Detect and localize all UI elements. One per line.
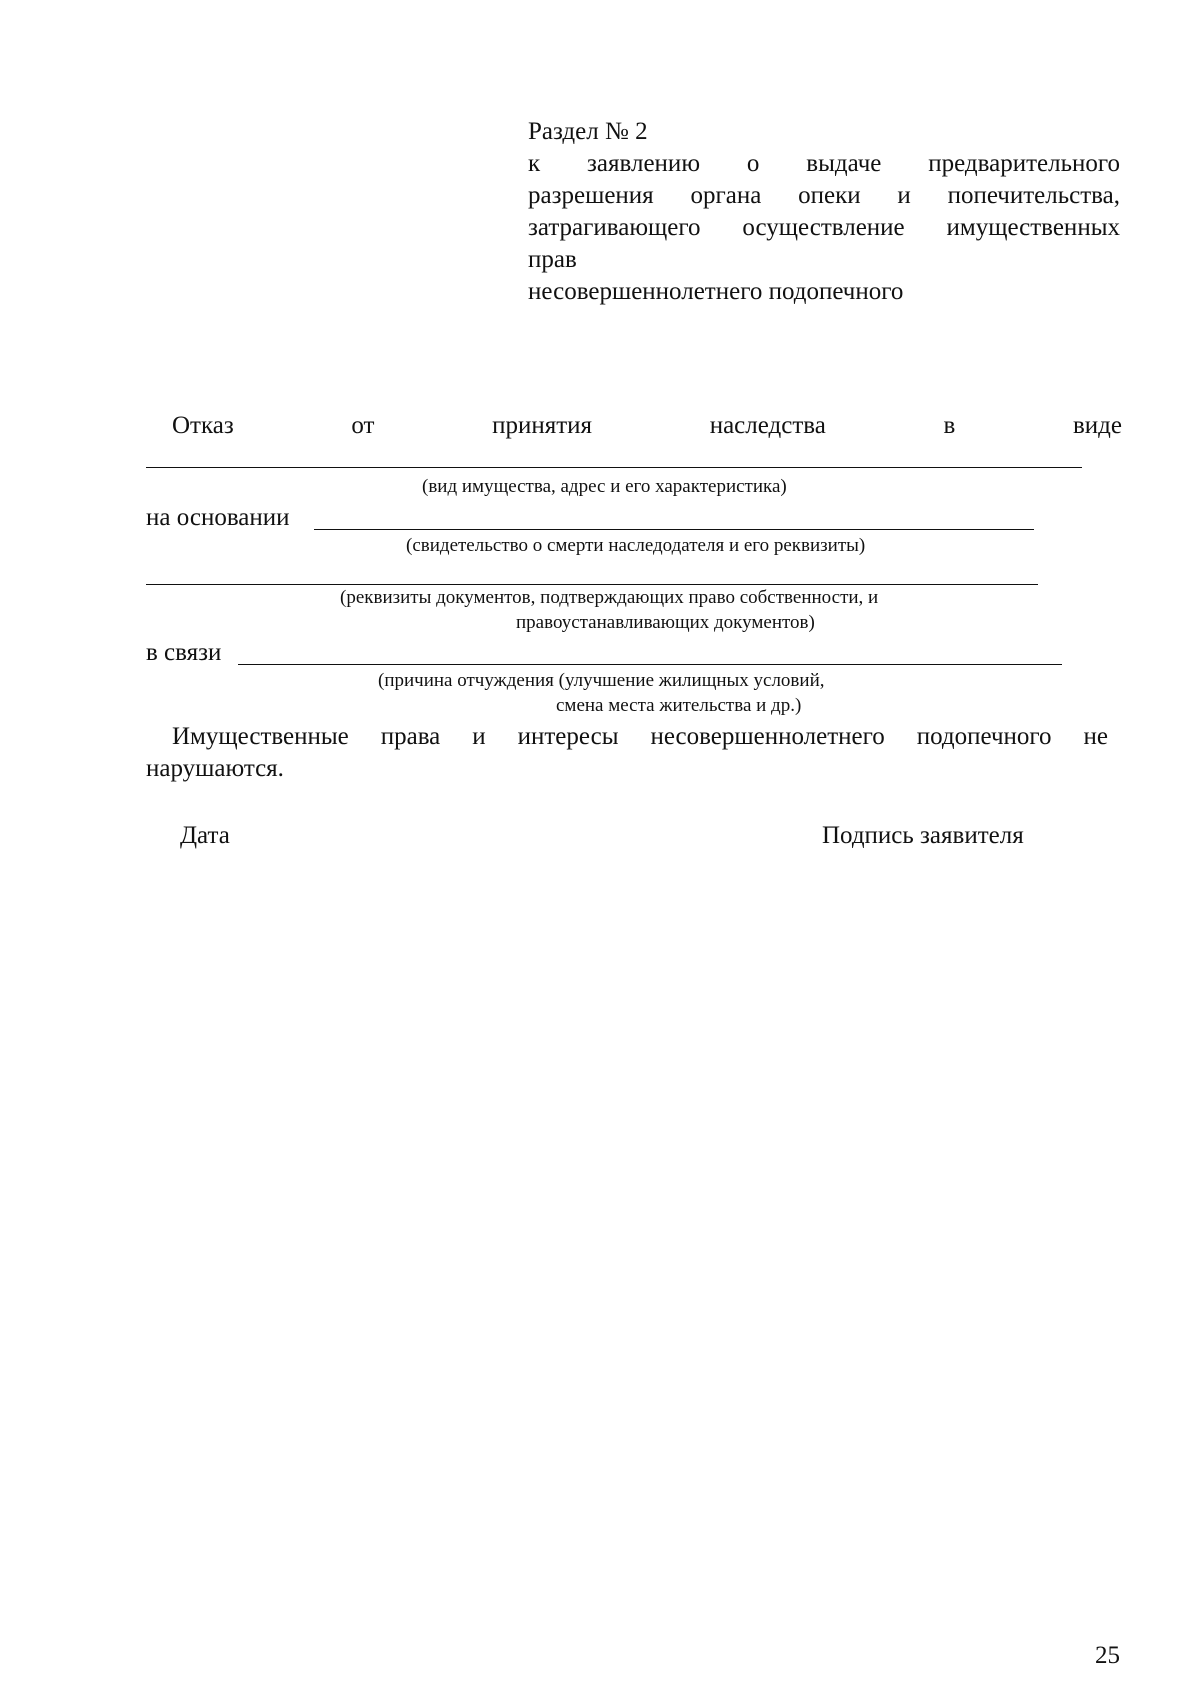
refusal-word: наследства bbox=[709, 412, 826, 439]
header-line-2: разрешения органа опеки и попечительства, bbox=[528, 182, 1120, 209]
header-line-3: затрагивающего осуществление имущественных bbox=[528, 214, 1120, 241]
hint-documents-2: правоустанавливающих документов) bbox=[516, 612, 815, 633]
refusal-word: в bbox=[943, 412, 956, 439]
statement-paragraph bbox=[146, 721, 1108, 785]
reason-fill-line bbox=[238, 664, 1062, 665]
refusal-word: Отказ bbox=[172, 412, 234, 439]
hint-certificate: (свидетельство о смерти наследодателя и его реквизиты) bbox=[406, 535, 866, 556]
hint-documents-1: (реквизиты документов, подтверждающих право собственности, и bbox=[340, 587, 879, 608]
signature-label: Подпись заявителя bbox=[822, 822, 1024, 849]
hint-reason-1: (причина отчуждения (улучшение жилищных условий, bbox=[378, 670, 825, 691]
header-line-1: к заявлению о выдаче предварительного bbox=[528, 150, 1120, 177]
refusal-word: виде bbox=[1072, 412, 1122, 439]
section-title: Раздел № 2 bbox=[528, 118, 648, 145]
date-label: Дата bbox=[180, 822, 230, 849]
header-line-4: прав bbox=[528, 246, 577, 273]
statement-line-1: Имущественные права и интересы несовершеннолетнего подопечного не bbox=[172, 723, 1108, 750]
section-heading bbox=[528, 116, 1120, 308]
refusal-line bbox=[172, 410, 1122, 442]
documents-fill-line bbox=[146, 584, 1038, 585]
basis-label: на основании bbox=[146, 504, 290, 531]
hint-reason-2: смена места жительства и др.) bbox=[556, 695, 802, 716]
basis-fill-line bbox=[314, 529, 1034, 530]
refusal-word: принятия bbox=[492, 412, 593, 439]
statement-line-2: нарушаются. bbox=[146, 755, 284, 782]
reason-label: в связи bbox=[146, 639, 222, 666]
hint-property: (вид имущества, адрес и его характеристика) bbox=[422, 476, 787, 497]
header-line-5: несовершеннолетнего подопечного bbox=[528, 278, 904, 305]
refusal-word: от bbox=[351, 412, 375, 439]
page-number: 25 bbox=[1095, 1642, 1120, 1669]
property-fill-line bbox=[146, 467, 1082, 468]
